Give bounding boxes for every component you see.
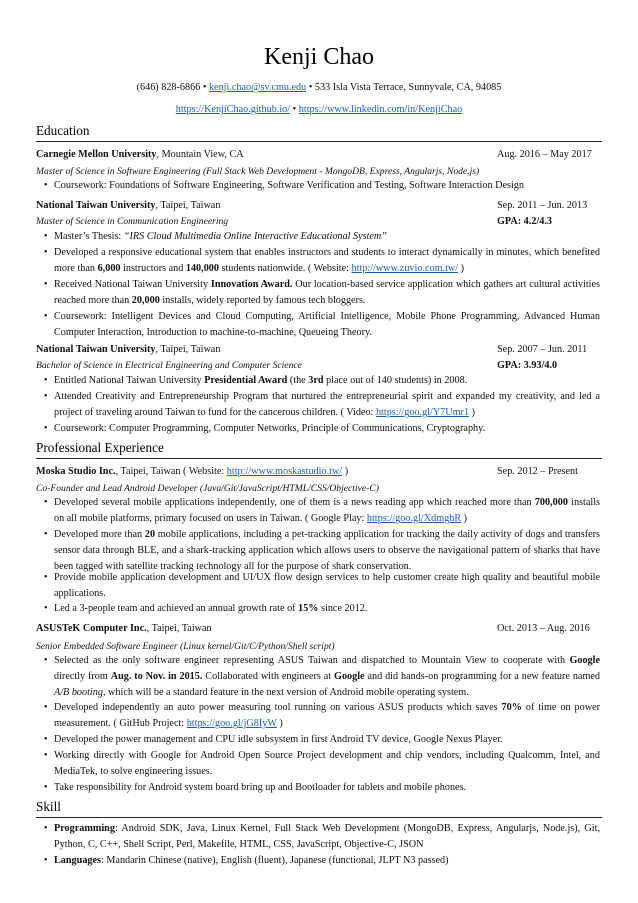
google-play-link[interactable]: https://goo.gl/XdmghR — [366, 513, 462, 525]
separator: • — [308, 82, 313, 93]
github-project-link[interactable]: https://goo.gl/jG8IyW — [186, 718, 277, 730]
date-range: Sep. 2011 – Jun. 2013 — [497, 200, 588, 211]
list-item: • Coursework: Foundations of Software Engineering, Software Verification and Testing, Software Interaction Design — [44, 178, 600, 194]
linkedin-link[interactable]: https://www.linkedin.com/in/KenjiChao — [298, 104, 463, 115]
separator: • — [292, 104, 297, 115]
list-item: • Developed the power management and CPU idle subsystem in first Android TV device, Google Nexus Player. — [44, 732, 600, 748]
date-range: Sep. 2007 – Jun. 2011 — [497, 344, 588, 355]
experience-heading: Professional Experience — [36, 440, 164, 455]
company-name: Moska Studio Inc. — [36, 466, 116, 477]
contact-line — [0, 81, 638, 95]
degree-row — [36, 215, 602, 229]
job-asus-row: ASUSTeK Computer Inc., Taipei, Taiwan Oct. 2013 – Aug. 2016 — [36, 623, 590, 634]
degree-title: Bachelor of Science in Electrical Engineering and Computer Science — [36, 360, 302, 371]
job-moska-row: Moska Studio Inc., Taipei, Taiwan ( Website: http://www.moskastudio.tw/ ) Sep. 2012 – Present — [36, 466, 578, 477]
edu-ntu-ms-row: National Taiwan University, Taipei, Taiwan Sep. 2011 – Jun. 2013 — [36, 200, 588, 211]
list-item: • Working directly with Google for Android Open Source Project development and chip vendors, including Qualcomm, Intel, and MediaTek, to solve engineering issues. — [44, 748, 600, 780]
list-item: • Developed independently an auto power measuring tool running on various ASUS products which saves 70% of time on power measurement. ( GitHub Project: https://goo.gl/jG8IyW ) — [44, 700, 600, 732]
skill-heading: Skill — [36, 799, 61, 814]
separator: • — [202, 82, 207, 93]
list-item: • Developed several mobile applications independently, one of them is a news reading app which reached more than 700,000 installs on all mobile platforms, primary focused on users in Taiwan. ( Google Play: https://goo.gl/XdmghR ) — [44, 495, 600, 527]
school-name: National Taiwan University — [36, 344, 156, 355]
section-divider — [36, 817, 602, 818]
job-role: Senior Embedded Software Engineer (Linux kernel/Git/C/Python/Shell script) — [36, 641, 335, 652]
resume-name: Kenji Chao — [264, 44, 374, 70]
date-range: Aug. 2016 – May 2017 — [497, 149, 592, 160]
school-name: Carnegie Mellon University — [36, 149, 157, 160]
degree-title: Master of Science in Software Engineering (Full Stack Web Development - MongoDB, Express, Angularjs, Node.js) — [36, 166, 480, 177]
phone: (646) 828-6866 — [136, 82, 201, 93]
list-item: • Provide mobile application development and UI/UX flow design services to help customer create high quality and beautiful mobile applications. — [44, 570, 600, 602]
list-item: • Selected as the only software engineer representing ASUS Taiwan and dispatched to Mountain View to cooperate with Google directly from Aug. to Nov. in 2015. Collaborated with engineers at Google and did hands-on programming for a new feature named A/B booting, which will be a standard feature in the next version of Android mobile operating system. — [44, 653, 600, 702]
list-item: • Take responsibility for Android system board bring up and Bootloader for tablets and mobile phones. — [44, 780, 600, 796]
section-divider — [36, 458, 602, 459]
list-item: • Entitled National Taiwan University Presidential Award (the 3rd place out of 140 students) in 2008. — [44, 373, 600, 389]
section-divider — [36, 141, 602, 142]
list-item: • Led a 3-people team and achieved an annual growth rate of 15% since 2012. — [44, 601, 600, 617]
edu-ntu-bs-row: National Taiwan University, Taipei, Taiwan Sep. 2007 – Jun. 2011 — [36, 344, 588, 355]
list-item: • Languages: Mandarin Chinese (native), English (fluent), Japanese (functional, JLPT N3 passed) — [44, 853, 600, 869]
moska-website-link[interactable]: http://www.moskastudio.tw/ — [226, 466, 343, 477]
list-item: • Coursework: Intelligent Devices and Cloud Computing, Artificial Intelligence, Mobile Phone Programming, Advanced Human Computer Interaction, Introduction to machine-to-machine, Queueing Theory. — [44, 309, 600, 341]
list-item: • Attended Creativity and Entrepreneurship Program that nurtured the entrepreneurial spirit and expanded my creativity, and led a project of traveling around Taiwan to fund for the cancerous children. ( Video: https://goo.gl/Y7Umr1 ) — [44, 389, 600, 421]
list-item: • Received National Taiwan University Innovation Award. Our location-based service application which gathers art cultural activities reached more than 20,000 installs, widely reported by famous tech bloggers. — [44, 277, 600, 309]
company-name: ASUSTeK Computer Inc. — [36, 623, 147, 634]
date-range: Oct. 2013 – Aug. 2016 — [497, 623, 590, 634]
list-item: • Coursework: Computer Programming, Computer Networks, Principle of Communications, Cryptography. — [44, 421, 600, 437]
links-line — [0, 103, 638, 117]
job-role: Co-Founder and Lead Android Developer (Java/Git/JavaScript/HTML/CSS/Objective-C) — [36, 483, 379, 494]
zuvio-link[interactable]: http://www.zuvio.com.tw/ — [351, 263, 459, 275]
address: 533 Isla Vista Terrace, Sunnyvale, CA, 94085 — [314, 82, 502, 93]
gpa: GPA: 3.93/4.0 — [497, 360, 558, 371]
degree-title: Master of Science in Communication Engineering — [36, 216, 229, 227]
list-item: • Master’s Thesis: “IRS Cloud Multimedia Online Interactive Educational System” — [44, 229, 600, 245]
email-link[interactable]: kenji.chao@sv.cmu.edu — [208, 82, 307, 93]
date-range: Sep. 2012 – Present — [497, 466, 578, 477]
list-item: • Developed a responsive educational system that enables instructors and students to interact dynamically in minutes, which benefited more than 6,000 instructors and 140,000 students nationwide. ( Website: http://www.zuvio.com.tw/ ) — [44, 245, 600, 277]
list-item: • Developed more than 20 mobile applications, including a pet-tracking application for tracking the daily activity of dogs and transfers sensor data through BLE, and a shark-tracking application which allows users to observe the navigational pattern of sharks that have been tagged with satellite tracking technology all for the purpose of shark conservation. — [44, 527, 600, 576]
gpa: GPA: 4.2/4.3 — [497, 216, 552, 227]
video-link[interactable]: https://goo.gl/Y7Umr1 — [375, 407, 470, 419]
degree-row — [36, 359, 602, 373]
education-heading: Education — [36, 123, 90, 138]
school-name: National Taiwan University — [36, 200, 156, 211]
github-link[interactable]: https://KenjiChao.github.io/ — [175, 104, 291, 115]
list-item: • Programming: Android SDK, Java, Linux Kernel, Full Stack Web Development (MongoDB, Express, Angularjs, Node.js), Git, Python, C, C++, Shell Script, Perl, Makefile, HTML, CSS, JavaScript, Objective-C, JSON — [44, 821, 600, 853]
edu-cmu-row: Carnegie Mellon University, Mountain View, CA Aug. 2016 – May 2017 — [36, 149, 592, 160]
